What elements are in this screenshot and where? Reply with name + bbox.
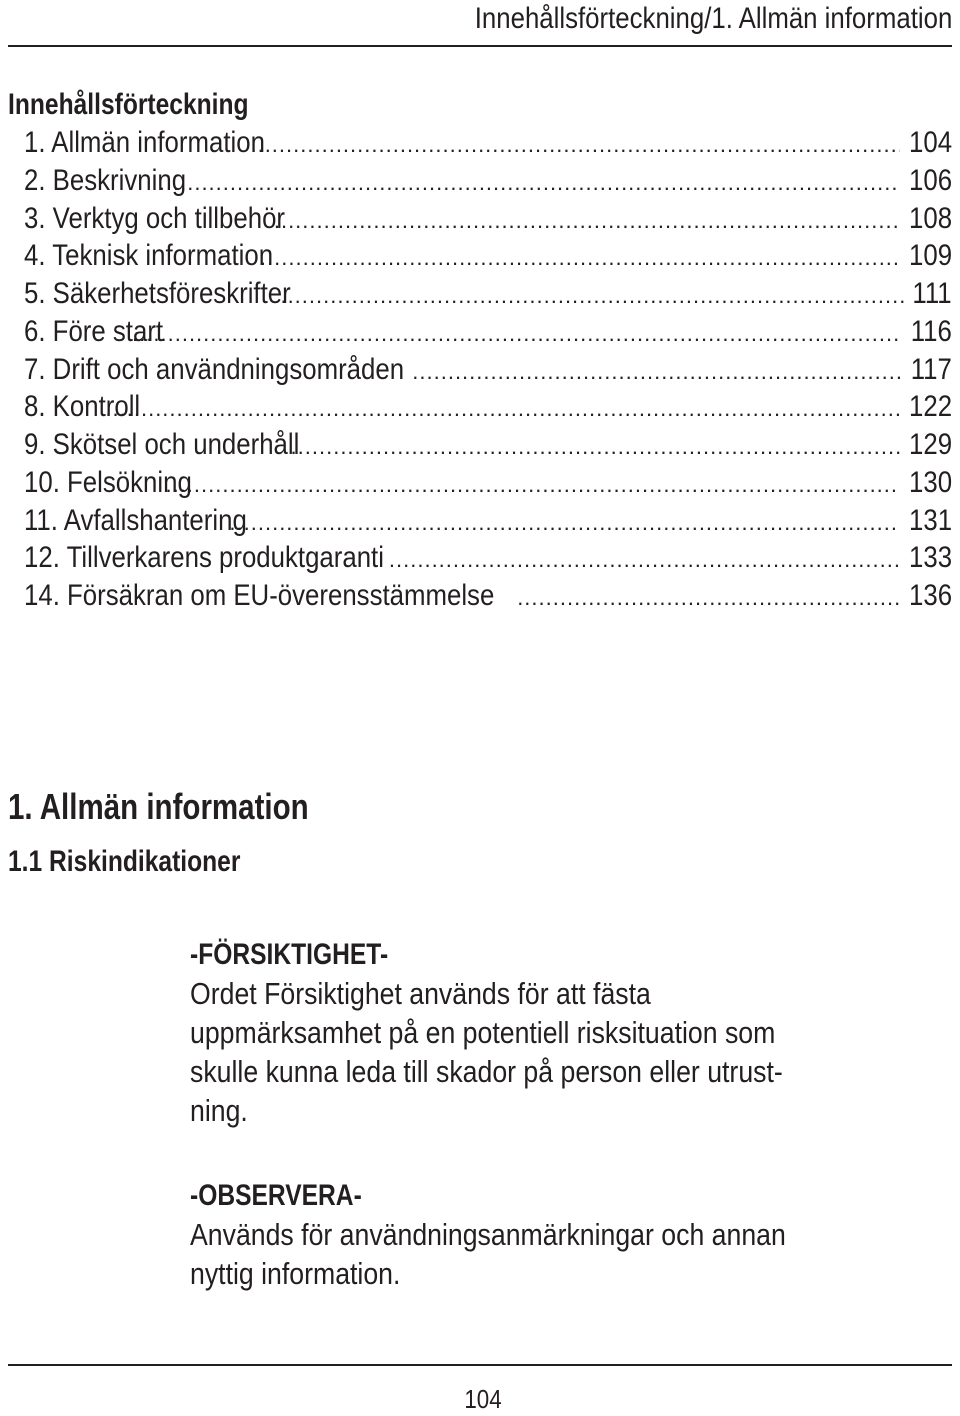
toc-list: [24, 124, 952, 615]
toc-entry-page: 133: [908, 541, 952, 575]
toc-entry-label: 5. Säkerhetsföreskrifter: [24, 277, 291, 310]
toc-dot-leader: [389, 541, 900, 577]
toc-entry-page: 136: [908, 579, 952, 612]
running-header: Innehållsförteckning/1. Allmän information: [474, 2, 952, 35]
toc-entry-page: 104: [908, 126, 952, 159]
caution-text-line: skulle kunna leda till skador på person eller utrust-: [190, 1054, 783, 1089]
toc-dot-leader: [291, 428, 900, 464]
toc-entry-waste-disposal[interactable]: [24, 502, 952, 540]
toc-entry-page: 131: [908, 503, 952, 537]
toc-entry-operation[interactable]: [24, 351, 952, 389]
toc-entry-page: 122: [908, 390, 952, 424]
toc-entry-page: 130: [908, 465, 952, 499]
toc-entry-safety-instructions[interactable]: [24, 275, 952, 313]
toc-dot-leader: [517, 579, 900, 615]
toc-entry-label: 7. Drift och användningsområden: [24, 352, 405, 386]
toc-entry-page: 108: [908, 201, 952, 235]
toc-entry-warranty[interactable]: [24, 539, 952, 577]
header-rule: [8, 45, 952, 47]
toc-entry-eu-declaration[interactable]: [24, 577, 952, 615]
toc-dot-leader: [412, 353, 902, 389]
caution-text-line: Ordet Försiktighet används för att fästa: [190, 976, 651, 1011]
toc-entry-description[interactable]: [24, 162, 952, 200]
toc-entry-label: 8. Kontroll: [24, 390, 141, 424]
toc-entry-troubleshooting[interactable]: [24, 464, 952, 502]
toc-dot-leader: [229, 504, 900, 540]
caution-text-line: uppmärksamhet på en potentiell risksituation som: [190, 1015, 776, 1050]
section-subheading: 1.1 Riskindikationer: [8, 845, 241, 878]
toc-entry-label: 12. Tillverkarens produktgaranti: [24, 541, 384, 575]
toc-entry-page: 106: [908, 163, 952, 197]
caution-text-line: ning.: [190, 1093, 248, 1128]
toc-entry-page: 111: [912, 277, 952, 310]
toc-entry-label: 1. Allmän information: [24, 126, 265, 159]
toc-entry-inspection[interactable]: [24, 388, 952, 426]
toc-entry-before-start[interactable]: [24, 313, 952, 351]
toc-dot-leader: [260, 239, 900, 275]
toc-dot-leader: [132, 315, 902, 351]
toc-entry-page: 117: [910, 352, 952, 386]
toc-entry-label: 14. Försäkran om EU-överensstämmelse: [24, 579, 495, 612]
toc-entry-label: 2. Beskrivning: [24, 163, 187, 197]
toc-dot-leader: [274, 202, 900, 238]
caution-notice: [190, 936, 950, 1130]
toc-entry-label: 10. Felsökning: [24, 465, 192, 499]
toc-entry-label: 9. Skötsel och underhåll: [24, 428, 300, 461]
observe-label: -OBSERVERA-: [190, 1179, 362, 1212]
footer-rule: [8, 1364, 952, 1366]
toc-entry-page: 129: [908, 428, 952, 461]
toc-dot-leader: [280, 277, 904, 313]
observe-notice: [190, 1177, 950, 1293]
toc-dot-leader: [105, 390, 900, 426]
toc-entry-tools-accessories[interactable]: [24, 200, 952, 238]
toc-entry-label: 4. Teknisk information: [24, 239, 274, 273]
toc-dot-leader: [250, 126, 899, 162]
toc-entry-general-information[interactable]: [24, 124, 952, 162]
toc-dot-leader: [159, 164, 900, 200]
section-heading: 1. Allmän information: [8, 786, 309, 827]
toc-entry-maintenance[interactable]: [24, 426, 952, 464]
toc-entry-label: 3. Verktyg och tillbehör: [24, 201, 286, 235]
toc-entry-page: 116: [910, 314, 952, 348]
page-number: 104: [464, 1384, 502, 1414]
caution-label: -FÖRSIKTIGHET-: [190, 938, 389, 971]
toc-entry-label: 6. Före start: [24, 314, 164, 348]
toc-entry-label: 11. Avfallshantering: [24, 503, 247, 537]
observe-text-line: nyttig information.: [190, 1256, 401, 1291]
toc-dot-leader: [165, 466, 899, 502]
observe-text-line: Används för användningsanmärkningar och annan: [190, 1217, 786, 1252]
toc-entry-technical-information[interactable]: [24, 237, 952, 275]
toc-title: Innehållsförteckning: [8, 88, 249, 121]
toc-entry-page: 109: [908, 239, 952, 273]
